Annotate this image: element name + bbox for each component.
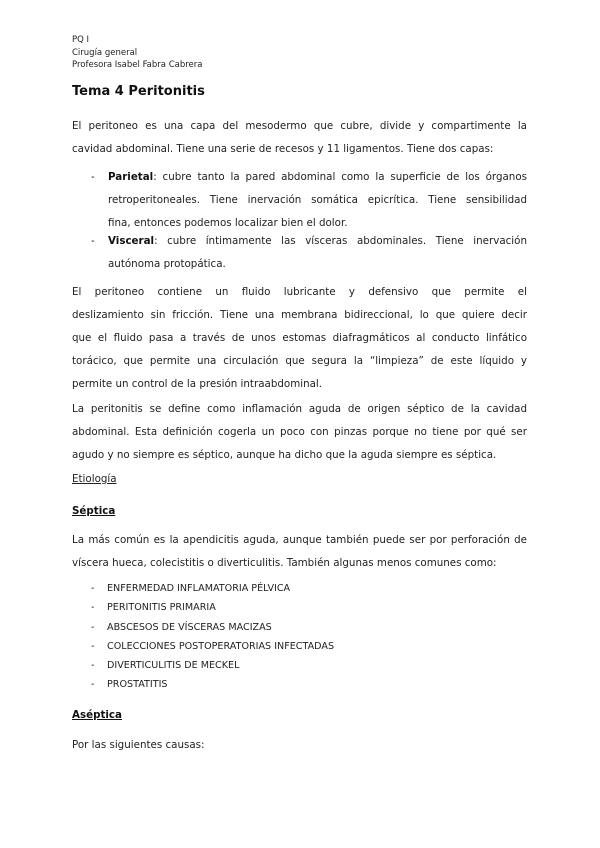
bullet-dash: - — [91, 621, 95, 633]
fluid-paragraph — [72, 281, 527, 396]
cause-label: ABSCESOS DE VÍSCERAS MACIZAS — [107, 621, 272, 633]
intro-line: El peritoneo es una capa del mesodermo que cubre, divide y compartimente la — [72, 120, 527, 132]
layer-item-visceral — [91, 230, 527, 276]
aseptica-heading: Aséptica — [72, 709, 122, 721]
septica-line: La más común es la apendicitis aguda, aunque también puede ser por perforación de — [72, 534, 527, 546]
etiologia-heading: Etiología — [72, 473, 117, 485]
bullet-dash: - — [91, 602, 95, 614]
cause-label: DIVERTICULITIS DE MECKEL — [107, 660, 240, 672]
definition-line: abdominal. Esta definición cogerla un poco con pinzas porque no tiene por qué ser — [72, 426, 527, 438]
bullet-dash: - — [91, 679, 95, 691]
layer-line: retroperitoneales. Tiene inervación somática epicrítica. Tiene sensibilidad — [108, 194, 527, 206]
layer-text — [108, 166, 527, 235]
definition-line: agudo y no siempre es séptico, aunque ha dicho que la aguda siempre es séptica. — [72, 449, 497, 461]
intro-line: cavidad abdominal. Tiene una serie de recesos y 11 ligamentos. Tiene dos capas: — [72, 143, 494, 155]
aseptica-line: Por las siguientes causas: — [72, 739, 205, 751]
bullet-dash: - — [91, 660, 95, 672]
bullet-dash: - — [91, 640, 95, 652]
document-header — [72, 34, 202, 72]
fluid-line: que el fluido pasa a través de unos estomas diafragmáticos al conducto linfático — [72, 332, 527, 344]
septica-line: víscera hueca, colecistitis o diverticulitis. También algunas menos comunes como: — [72, 557, 497, 569]
fluid-line: deslizamiento sin fricción. Tiene una membrana bidireccional, lo que quiere decir — [72, 309, 527, 321]
fluid-line: El peritoneo contiene un fluido lubricante y defensivo que permite el — [72, 286, 527, 298]
layer-term: Parietal — [108, 171, 154, 183]
bullet-dash: - — [91, 235, 95, 247]
aseptica-paragraph — [72, 734, 527, 757]
layer-line: autónoma protopática. — [108, 258, 226, 270]
layer-line: : cubre íntimamente las vísceras abdominales. Tiene inervación — [154, 235, 527, 247]
professor-name: Profesora Isabel Fabra Cabrera — [72, 60, 203, 70]
layer-item-parietal — [91, 166, 527, 236]
layer-line: : cubre tanto la pared abdominal como la superficie de los órganos — [153, 171, 527, 183]
subject-name: Cirugía general — [72, 47, 138, 58]
fluid-line: torácico, que permite una circulación que segura la “limpieza” de este líquido y — [72, 355, 527, 367]
definition-line: La peritonitis se define como inflamación aguda de origen séptico de la cavidad — [72, 403, 527, 415]
course-code: PQ I — [72, 35, 90, 45]
cause-label: PERITONITIS PRIMARIA — [107, 602, 216, 614]
septica-heading: Séptica — [72, 505, 116, 517]
bullet-dash: - — [91, 583, 95, 594]
cause-label: COLECCIONES POSTOPERATORIAS INFECTADAS — [107, 640, 335, 652]
cause-label: ENFERMEDAD INFLAMATORIA PÉLVICA — [107, 583, 291, 594]
layer-line: fina, entonces podemos localizar bien el dolor. — [108, 217, 348, 229]
page-title: Tema 4 Peritonitis — [72, 84, 205, 99]
cause-label: PROSTATITIS — [107, 679, 168, 691]
layer-term: Visceral — [108, 235, 155, 247]
bullet-dash: - — [91, 171, 95, 183]
layer-text — [108, 230, 527, 276]
definition-paragraph — [72, 398, 527, 467]
fluid-line: permite un control de la presión intraabdominal. — [72, 378, 323, 390]
intro-paragraph — [72, 115, 527, 161]
septica-paragraph — [72, 529, 527, 575]
